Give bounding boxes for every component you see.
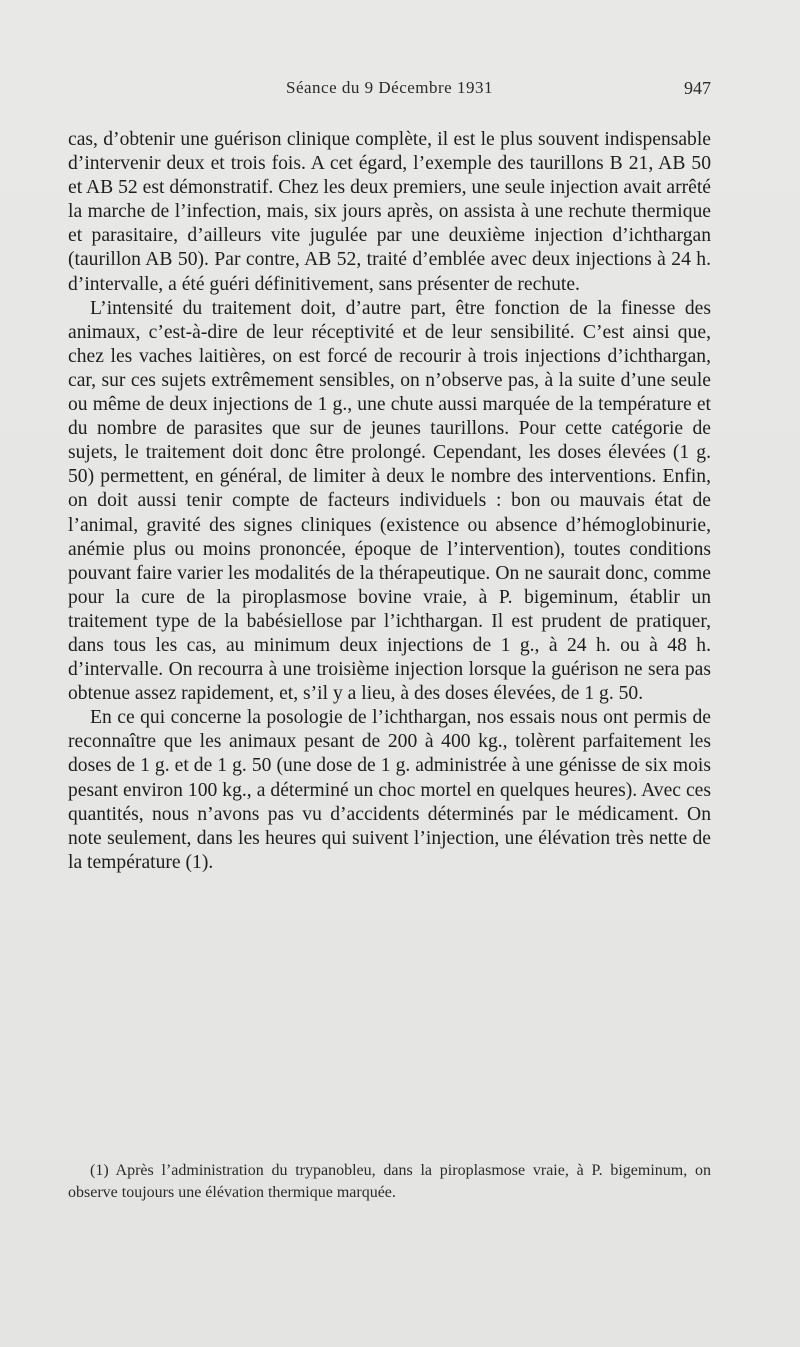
footnote-text: (1) Après l’administration du trypanobleu, dans la piroplasmose vraie, à P. bigeminum, on observe toujours une élévation thermique marquée. [68,1162,711,1201]
footnote [68,1160,711,1204]
body-text [68,128,711,875]
page-number: 947 [684,78,711,98]
paragraph: En ce qui concerne la posologie de l’ichthargan, nos essais nous ont permis de reconnaître que les animaux pesant de 200 à 400 kg., tolèrent parfaitement les doses de 1 g. et de 1 g. 50 (une dose de 1 g. administrée à une génisse de six mois pesant environ 100 kg., a déterminé un choc mortel en quelques heures). Avec ces quantités, nous n’avons pas vu d’accidents déterminés par le médicament. On note seulement, dans les heures qui suivent l’injection, une élévation très nette de la température (1). [68,707,711,873]
paragraph-continued: cas, d’obtenir une guérison clinique complète, il est le plus souvent indispensable d’intervenir deux et trois fois. A cet égard, l’exemple des taurillons B 21, AB 50 et AB 52 est démonstratif. Chez les deux premiers, une seule injection avait arrêté la marche de l’infection, mais, six jours après, on assista à une rechute thermique et parasitaire, d’ailleurs vite jugulée par une deuxième injection d’ichthargan (taurillon AB 50). Par contre, AB 52, traité d’emblée avec deux injections à 24 h. d’intervalle, a été guéri définitivement, sans présenter de rechute. [68,129,711,295]
page-header [68,78,711,106]
paragraph: L’intensité du traitement doit, d’autre part, être fonction de la finesse des animaux, c’est-à-dire de leur réceptivité et de leur sensibilité. C’est ainsi que, chez les vaches laitières, on est forcé de recourir à trois injections d’ichthargan, car, sur ces sujets extrêmement sensibles, on n’observe pas, à la suite d’une seule ou même de deux injections de 1 g., une chute aussi marquée de la température et du nombre de parasites que sur de jeunes taurillons. Pour cette catégorie de sujets, le traitement doit donc être prolongé. Cependant, les doses élevées (1 g. 50) permettent, en général, de limiter à deux le nombre des interventions. Enfin, on doit aussi tenir compte de facteurs individuels : bon ou mauvais état de l’animal, gravité des signes cliniques (existence ou absence d’hémoglobinurie, anémie plus ou moins prononcée, époque de l’intervention), toutes conditions pouvant faire varier les modalités de la thérapeutique. On ne saurait donc, comme pour la cure de la piroplasmose bovine vraie, à P. bigeminum, établir un traitement type de la babésiellose par l’ichthargan. Il est prudent de pratiquer, dans tous les cas, au minimum deux injections de 1 g., à 24 h. ou à 48 h. d’intervalle. On recourra à une troisième injection lorsque la guérison ne sera pas obtenue assez rapidement, et, s’il y a lieu, à des doses élevées, de 1 g. 50. [68,297,711,705]
running-title: Séance du 9 Décembre 1931 [286,78,493,97]
